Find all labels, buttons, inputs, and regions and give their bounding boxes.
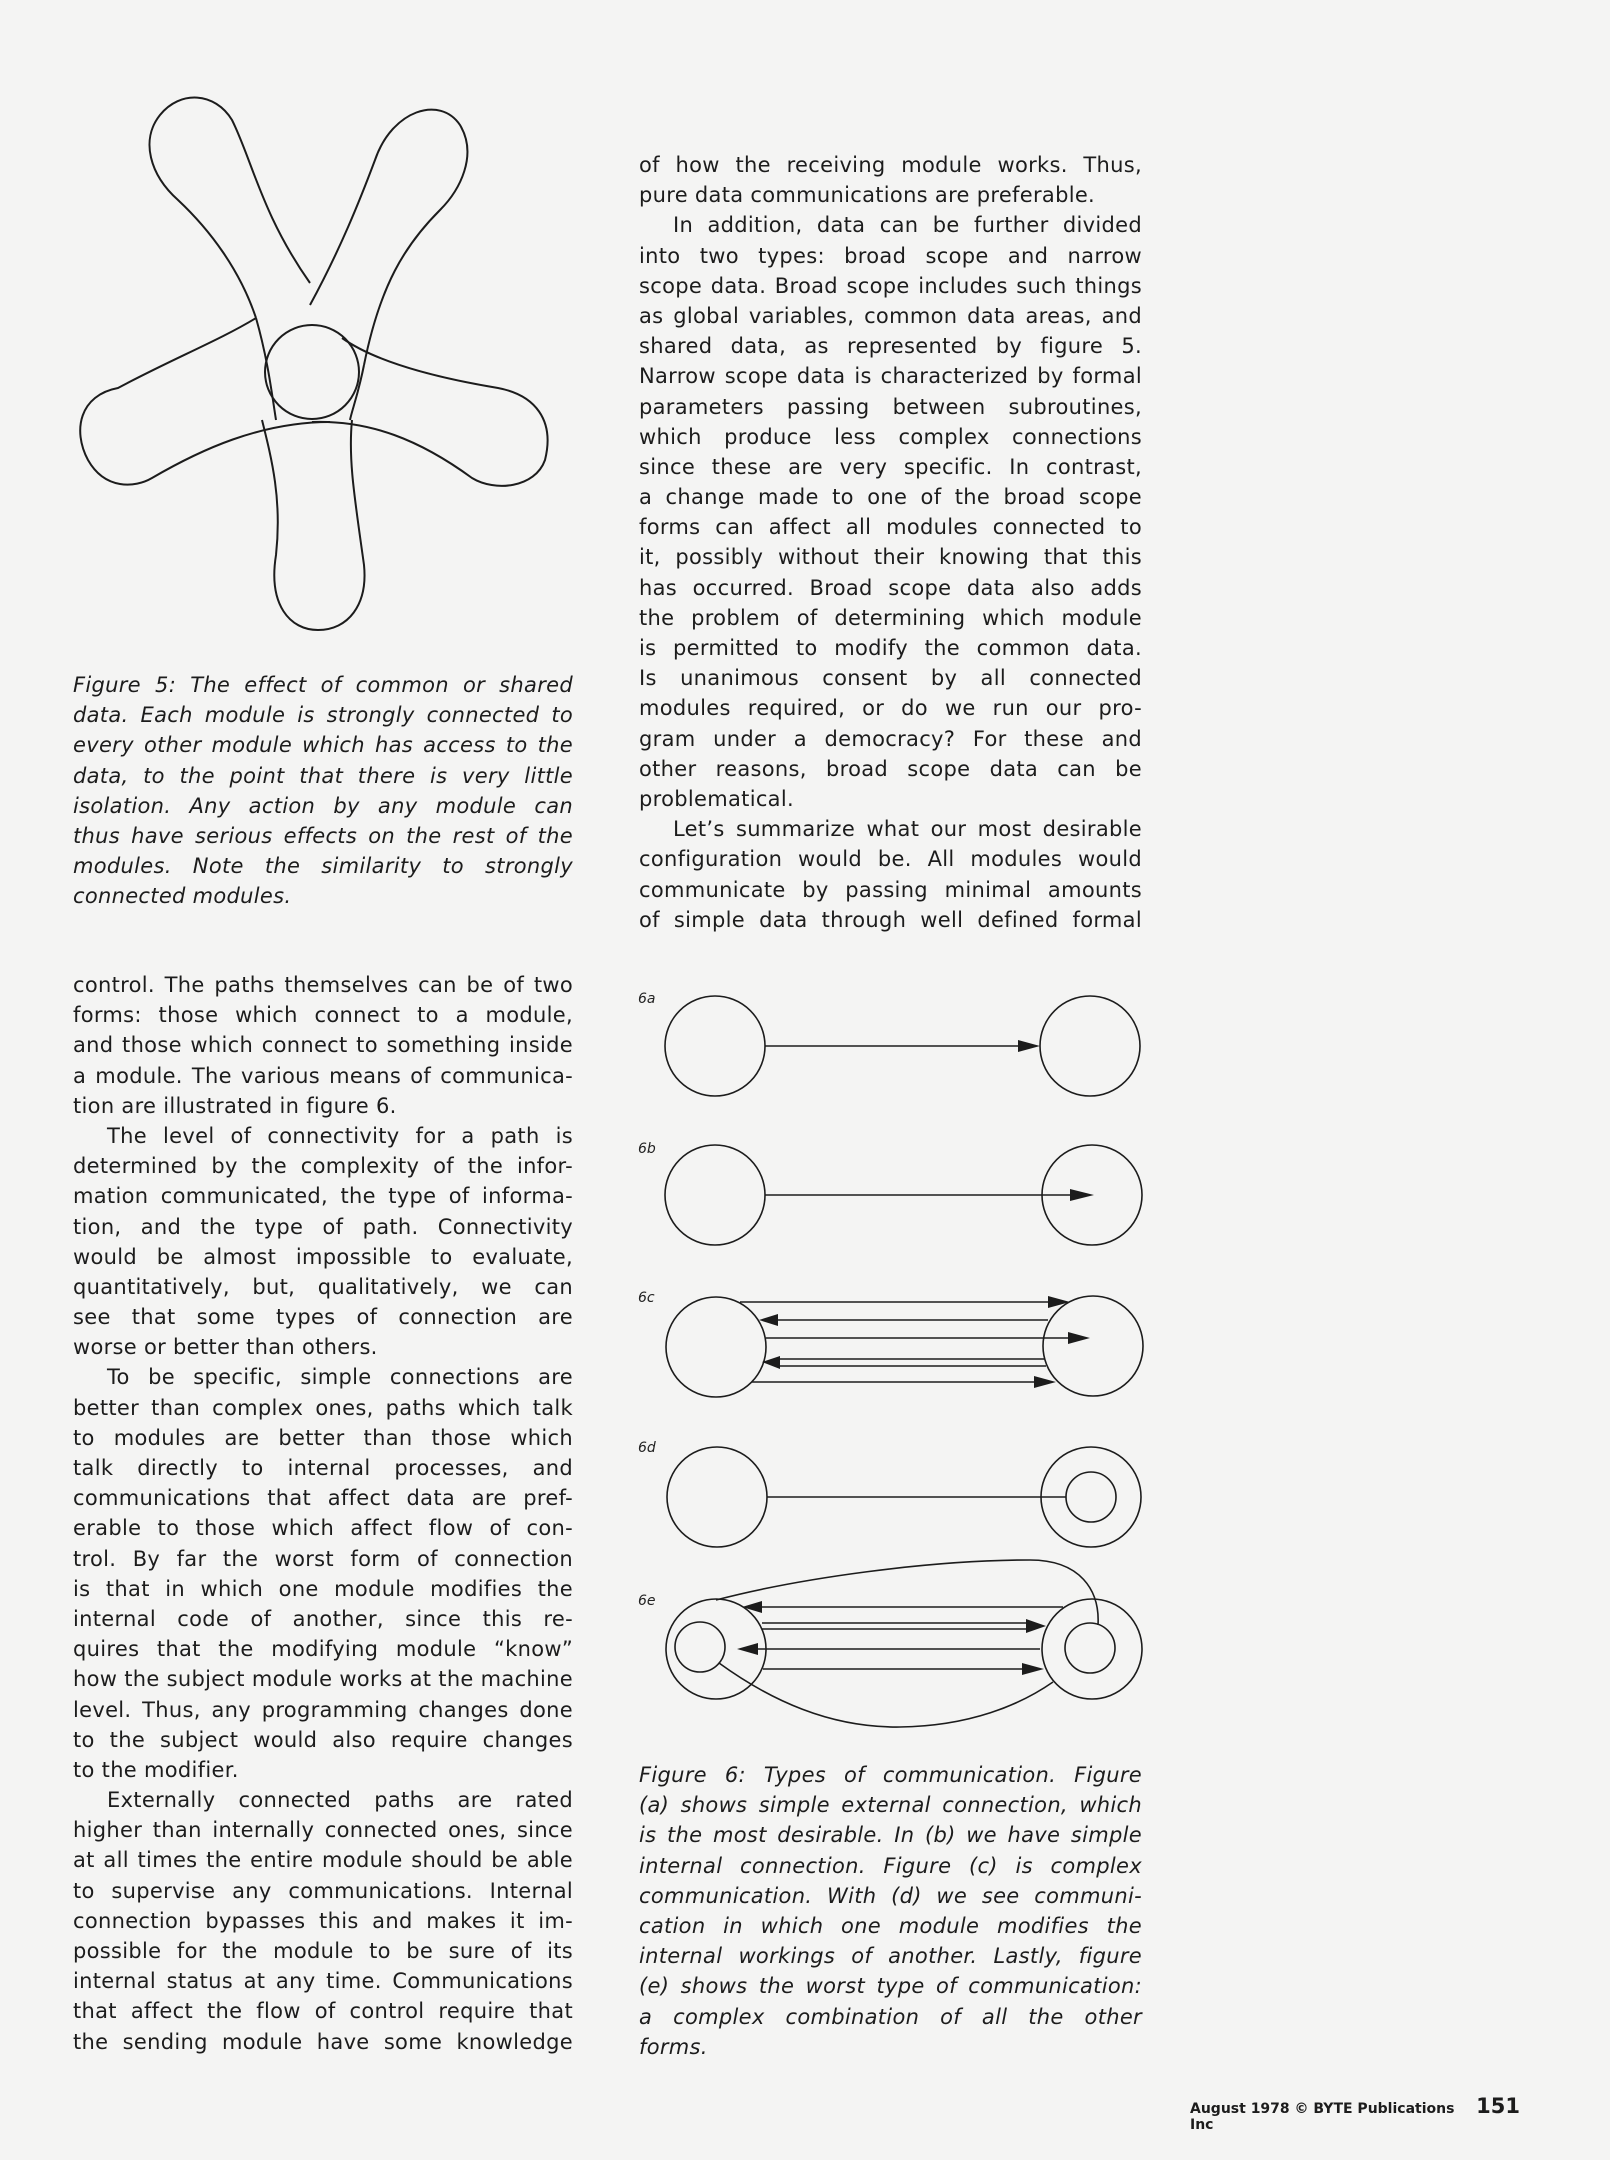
caption-line: communication. With (d) we see communi- [639,1883,1142,1908]
caption-line: thus have serious effects on the rest of the [73,823,573,848]
caption-line: internal workings of another. Lastly, figure [639,1944,1142,1969]
panel-label-6c: 6c [638,1290,655,1306]
caption-line: data, to the point that there is very little [73,763,573,788]
text-line: since these are very specific. In contrast, [639,454,1142,479]
text-line: erable to those which affect flow of con- [73,1516,573,1541]
text-line: other reasons, broad scope data can be [639,756,1142,781]
text-line: Let’s summarize what our most desirable [673,817,1142,842]
text-line: quires that the modifying module “know” [73,1637,573,1662]
text-line: problematical. [639,786,794,811]
text-line: communicate by passing minimal amounts [639,877,1142,902]
text-line: internal code of another, since this re- [73,1606,573,1631]
text-line: modules required, or do we run our pro- [639,696,1142,721]
caption-line: (a) shows simple external connection, which [639,1793,1142,1818]
text-line: how the subject module works at the machine [73,1667,573,1692]
text-line: is permitted to modify the common data. [639,636,1142,660]
caption-line: Figure 6: Types of communication. Figure [639,1763,1142,1787]
caption-line: cation in which one module modifies the [639,1913,1142,1938]
publication-credit: August 1978 © BYTE Publications Inc [1190,2101,1455,2133]
text-line: trol. By far the worst form of connection [73,1546,573,1571]
caption-line: data. Each module is strongly connected to [73,703,573,728]
text-line: to the subject would also require changes [73,1727,573,1752]
text-line: better than complex ones, paths which talk [73,1395,573,1420]
text-line: configuration would be. All modules would [639,847,1142,872]
paragraph [73,1785,573,2057]
text-line: connection bypasses this and makes it im- [73,1908,573,1933]
text-line: To be specific, simple connections are [107,1365,573,1390]
figure-6d-panel [638,1440,1141,1547]
caption-line: is the most desirable. In (b) we have simple [639,1823,1142,1848]
text-line: possible for the module to be sure of its [73,1939,573,1963]
figure-6c-panel [638,1290,1143,1397]
text-line: the sending module have some knowledge [73,2029,573,2054]
figure-6b-panel [638,1141,1142,1245]
text-line: at all times the entire module should be able [73,1848,573,1873]
panel-label-6b: 6b [638,1141,656,1157]
caption-line: internal connection. Figure (c) is complex [639,1853,1142,1878]
caption-line: modules. Note the similarity to strongly [73,854,573,879]
text-line: worse or better than others. [73,1335,378,1360]
text-line: internal status at any time. Communications [73,1969,573,1994]
text-line: of how the receiving module works. Thus, [639,153,1142,177]
caption-line: a complex combination of all the other [639,2004,1142,2029]
text-line: gram under a democracy? For these and [639,726,1142,751]
text-line: tion are illustrated in figure 6. [73,1093,397,1118]
text-line: that affect the flow of control require that [73,1999,573,2024]
text-line: a change made to one of the broad scope [639,485,1142,510]
caption-line: connected modules. [73,884,292,909]
figure-6a-panel [638,991,1140,1096]
text-line: which produce less complex connections [639,424,1142,449]
text-line: a module. The various means of communica- [73,1063,573,1088]
text-line: and those which connect to something inside [73,1033,573,1058]
text-line: into two types: broad scope and narrow [639,243,1142,268]
text-line: level. Thus, any programming changes done [73,1697,573,1722]
text-line: talk directly to internal processes, and [73,1456,573,1480]
text-line: to modules are better than those which [73,1425,573,1450]
text-line: parameters passing between subroutines, [639,394,1142,419]
caption-line: isolation. Any action by any module can [73,793,573,818]
text-line: control. The paths themselves can be of two [73,973,573,997]
text-line: determined by the complexity of the infor- [73,1154,573,1179]
text-line: Is unanimous consent by all connected [639,666,1142,691]
text-line: tion, and the type of path. Connectivity [73,1214,573,1239]
text-line: to supervise any communications. Internal [73,1878,573,1903]
text-line: it, possibly without their knowing that this [639,545,1142,570]
caption-line: Figure 5: The effect of common or shared [73,673,573,697]
text-line: The level of connectivity for a path is [107,1123,573,1148]
panel-label-6e: 6e [638,1593,656,1609]
text-line: communications that affect data are pref- [73,1486,573,1511]
caption-line: (e) shows the worst type of communication: [639,1974,1142,1999]
caption-line: forms. [639,2034,708,2059]
text-line: forms can affect all modules connected to [639,515,1142,540]
text-line: has occurred. Broad scope data also adds [639,575,1142,600]
page-footer [1190,2094,1520,2133]
figure-6e-panel [638,1560,1142,1727]
text-line: shared data, as represented by figure 5. [639,334,1142,359]
text-line: as global variables, common data areas, and [639,303,1142,328]
text-line: forms: those which connect to a module, [73,1003,573,1028]
text-line: higher than internally connected ones, since [73,1818,573,1843]
text-line: would be almost impossible to evaluate, [73,1244,573,1269]
text-line: quantitatively, but, qualitatively, we can [73,1274,573,1299]
text-line: the problem of determining which module [639,605,1142,630]
text-line: mation communicated, the type of informa- [73,1184,573,1209]
panel-label-6d: 6d [638,1440,656,1456]
text-line: Externally connected paths are rated [107,1788,573,1813]
text-line: Narrow scope data is characterized by formal [639,364,1142,389]
caption-line: every other module which has access to the [73,733,573,758]
panel-label-6a: 6a [638,991,656,1007]
text-line: In addition, data can be further divided [673,213,1142,238]
text-line: see that some types of connection are [73,1305,573,1330]
text-line: scope data. Broad scope includes such things [639,273,1142,298]
text-line: of simple data through well defined formal [639,907,1142,932]
page-number: 151 [1476,2094,1520,2118]
text-line: pure data communications are preferable. [639,183,1096,208]
text-line: is that in which one module modifies the [73,1576,573,1601]
figure-6-caption [639,1760,1142,2062]
text-line: to the modifier. [73,1757,239,1782]
